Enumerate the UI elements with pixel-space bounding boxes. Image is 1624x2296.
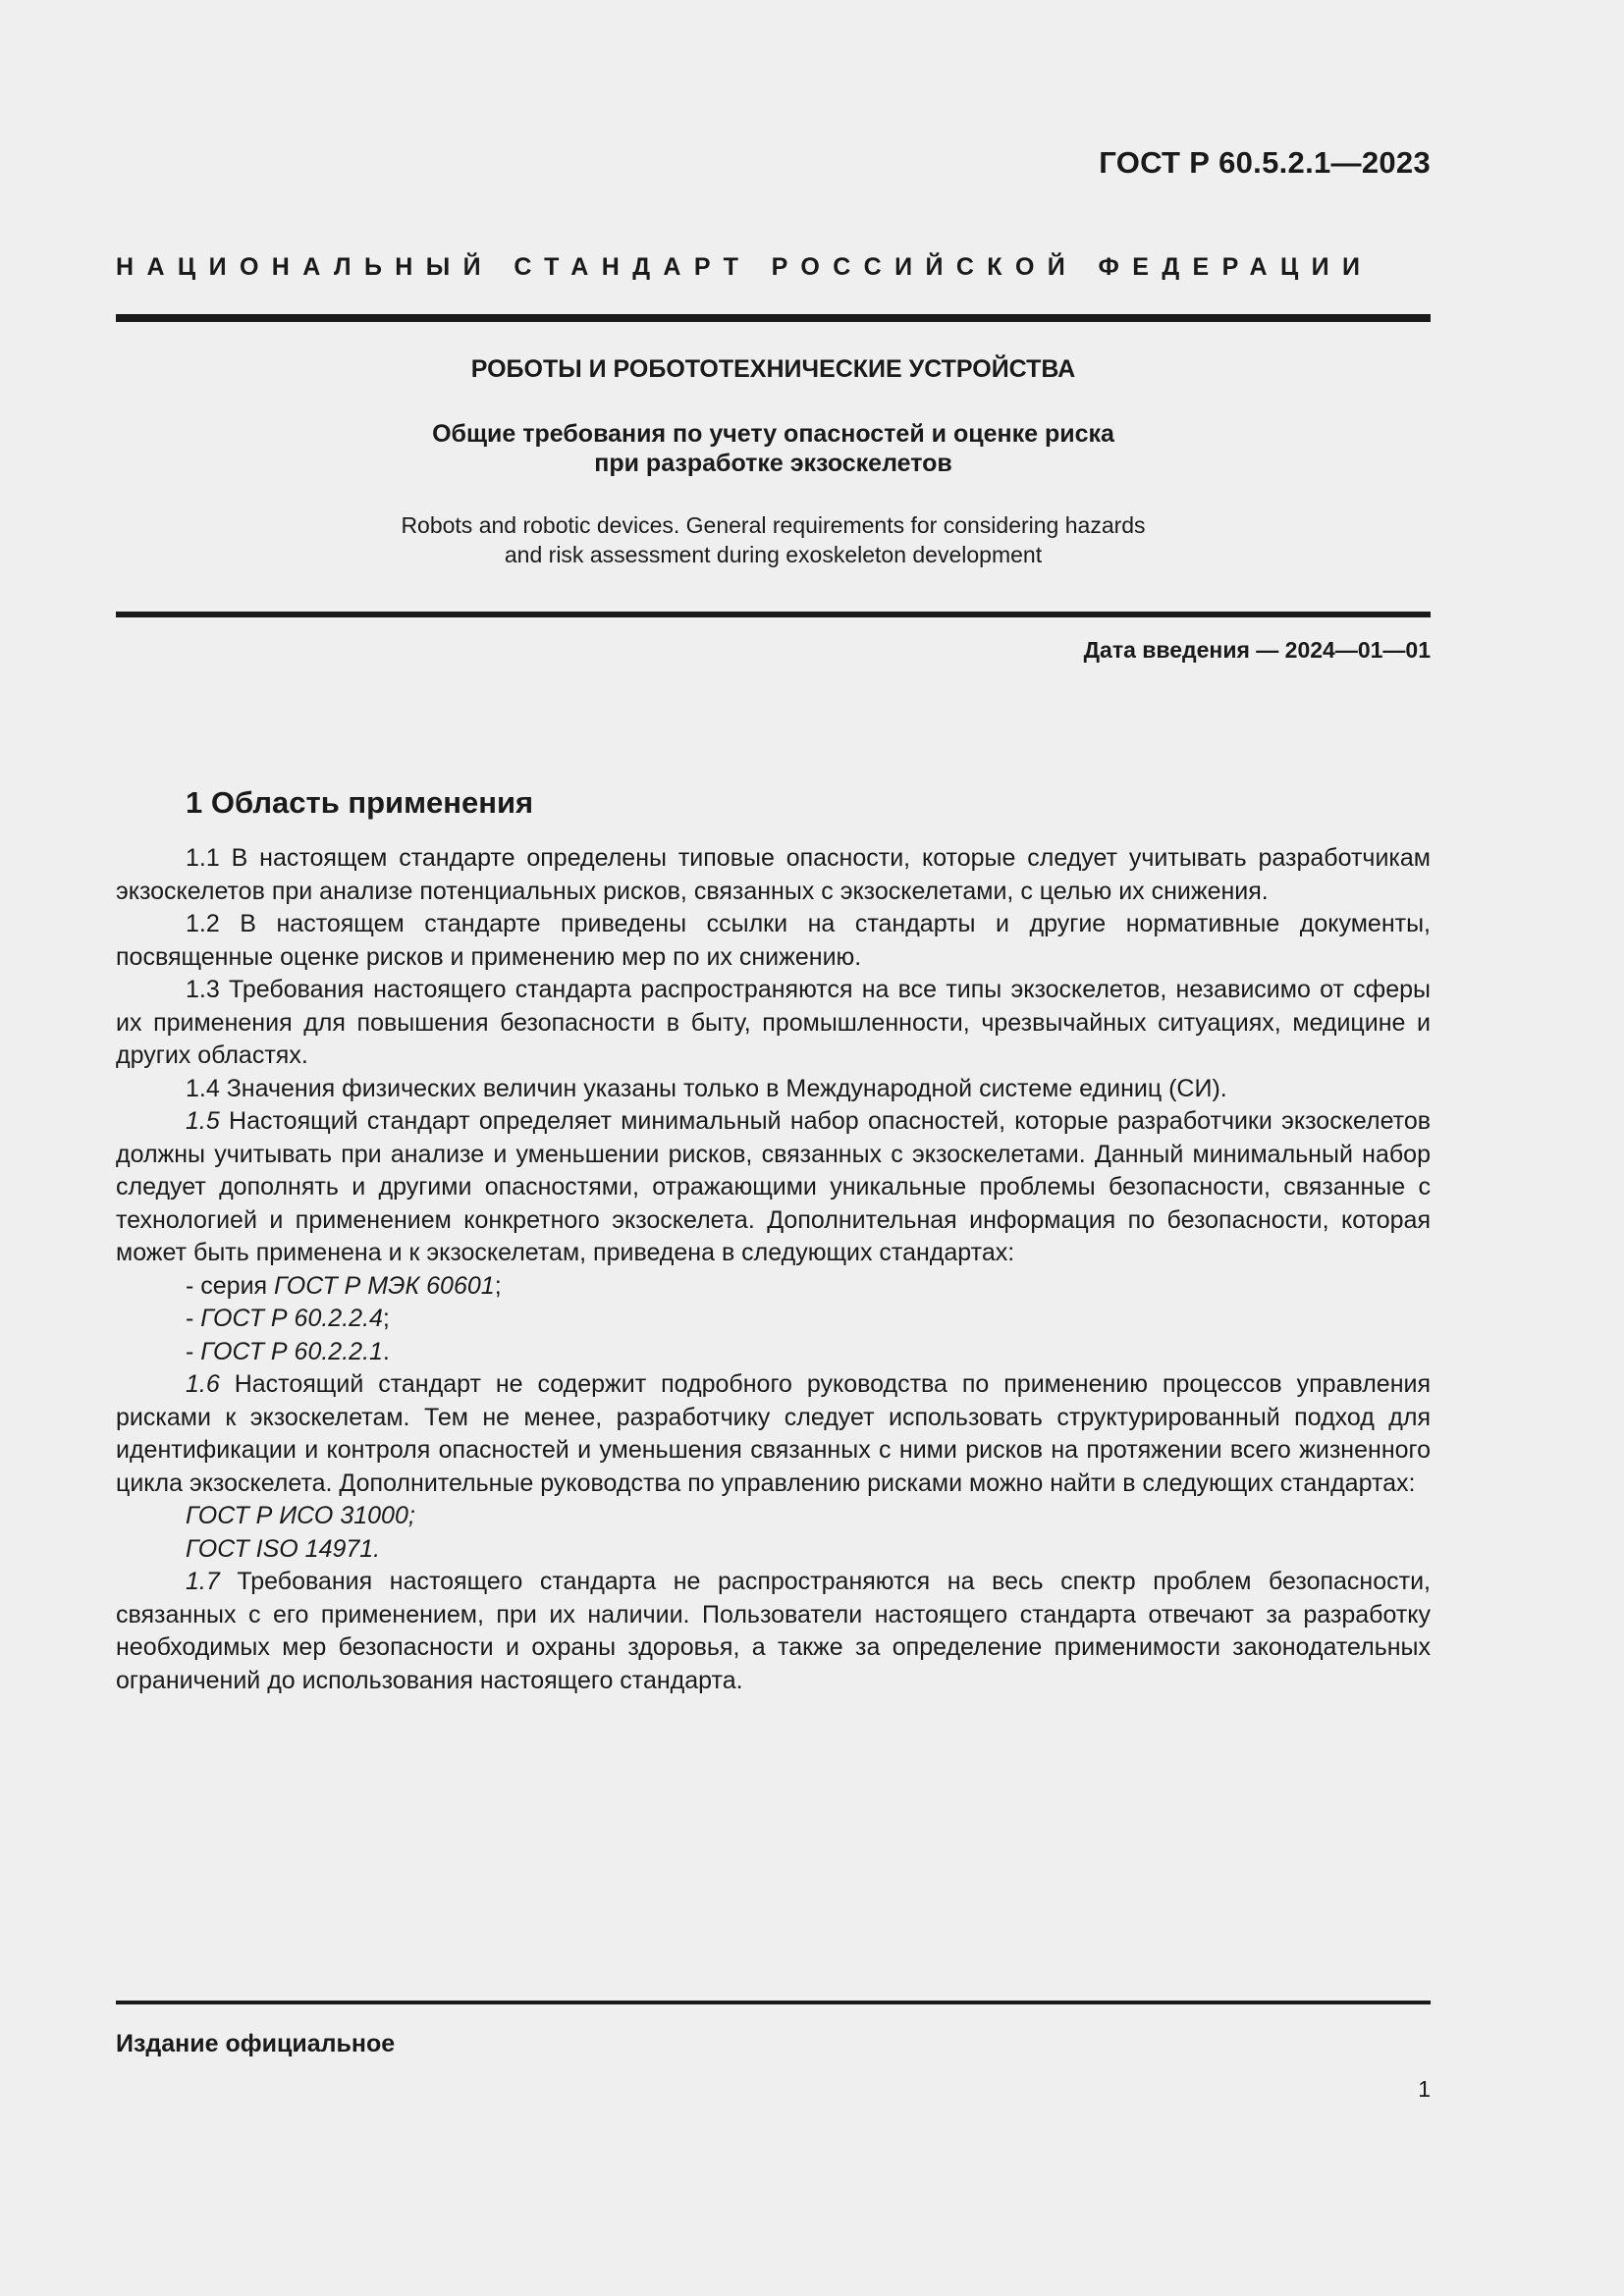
edition-label: Издание официальное xyxy=(116,2030,396,2057)
introduction-date: Дата введения — 2024—01—01 xyxy=(1083,637,1431,663)
standard-reference: ГОСТ Р 60.2.2.1 xyxy=(200,1337,383,1365)
clause-1-4: 1.4 Значения физических величин указаны только в Международной системе единиц (СИ). xyxy=(186,1074,1227,1102)
clause-1-2: 1.2 В настоящем стандарте приведены ссылки на стандарты и другие нормативные документы, посвященные оценке рисков и применению мер по их снижению. xyxy=(116,910,1431,971)
clause-1-3: 1.3 Требования настоящего стандарта распространяются на все типы экзоскелетов, независимо от сферы их применения для повышения безопасности в быту, промышленности, чрезвычайных ситуациях, медицине и других областях. xyxy=(116,976,1431,1069)
section-heading: 1 Область применения xyxy=(186,785,534,820)
standard-reference: ГОСТ Р 60.2.2.4 xyxy=(200,1305,383,1332)
clause-number: 1.6 xyxy=(186,1370,220,1398)
clause-text: Требования настоящего стандарта не распространяются на весь спектр проблем безопасности, связанных с его применением, при их наличии. Пользователи настоящего стандарта отвечают за разработку необходимых мер безопасности и охраны здоровья, а также за определение применимости законодательных ограничений до использования настоящего стандарта. xyxy=(116,1568,1431,1694)
middle-rule xyxy=(116,612,1431,617)
list-suffix: ; xyxy=(382,1305,390,1332)
bottom-rule xyxy=(116,2001,1431,2004)
document-title: РОБОТЫ И РОБОТОТЕХНИЧЕСКИЕ УСТРОЙСТВА xyxy=(470,355,1076,383)
clause-number: 1.7 xyxy=(186,1568,220,1595)
clause-1-6 xyxy=(116,1368,1431,1500)
english-title-line-2: and risk assessment during exoskeleton development xyxy=(504,542,1043,567)
clause-text: Настоящий стандарт не содержит подробного руководства по применению процессов управления рисками к экзоскелетам. Тем не менее, разработчику следует использовать структурированный подход для идентификации и контроля опасностей и уменьшения связанных с ними рисков на протяжении всего жизненного цикла экзоскелета. Дополнительные руководства по управлению рисками можно найти в следующих стандартах: xyxy=(116,1370,1431,1497)
clause-1-5 xyxy=(116,1105,1431,1270)
document-subtitle xyxy=(116,419,1431,478)
subtitle-line-1: Общие требования по учету опасностей и оценке риска xyxy=(432,420,1114,448)
list-prefix: - xyxy=(186,1337,201,1365)
standard-reference: ГОСТ Р ИСО 31000; xyxy=(186,1502,415,1529)
list-suffix: ; xyxy=(494,1271,502,1300)
clause-number: 1.5 xyxy=(186,1107,220,1135)
clause-1-1: 1.1 В настоящем стандарте определены типовые опасности, которые следует учитывать разработчикам экзоскелетов при анализе потенциальных рисков, связанных с экзоскелетами, с целью их снижения. xyxy=(116,844,1431,905)
top-rule xyxy=(116,314,1431,322)
list-prefix: - xyxy=(186,1305,201,1332)
list-suffix: . xyxy=(382,1337,390,1365)
clause-1-7 xyxy=(116,1566,1431,1697)
section-body xyxy=(116,842,1431,1697)
national-standard-banner: НАЦИОНАЛЬНЫЙ СТАНДАРТ РОССИЙСКОЙ ФЕДЕРАЦИИ xyxy=(116,253,1374,281)
english-title xyxy=(116,510,1431,569)
standard-reference: ГОСТ Р МЭК 60601 xyxy=(274,1271,495,1300)
list-prefix: - серия xyxy=(186,1271,275,1300)
list-item xyxy=(116,1336,1431,1369)
list-item xyxy=(116,1270,1431,1304)
document-number: ГОСТ Р 60.5.2.1—2023 xyxy=(1099,145,1431,180)
standard-reference: ГОСТ ISO 14971. xyxy=(186,1534,381,1563)
clause-text: Настоящий стандарт определяет минимальный набор опасностей, которые разработчики экзоскелетов должны учитывать при анализе и уменьшении рисков, связанных с экзоскелетами. Данный минимальный набор следует дополнять и другими опасностями, отражающими уникальные проблемы безопасности, связанные с технологией и применением конкретного экзоскелета. Дополнительная информация по безопасности, которая может быть применена и к экзоскелетам, приведена в следующих стандартах: xyxy=(116,1107,1431,1266)
page-number: 1 xyxy=(1418,2076,1431,2102)
list-item xyxy=(116,1303,1431,1336)
subtitle-line-2: при разработке экзоскелетов xyxy=(594,450,952,477)
english-title-line-1: Robots and robotic devices. General requirements for considering hazards xyxy=(401,512,1146,538)
